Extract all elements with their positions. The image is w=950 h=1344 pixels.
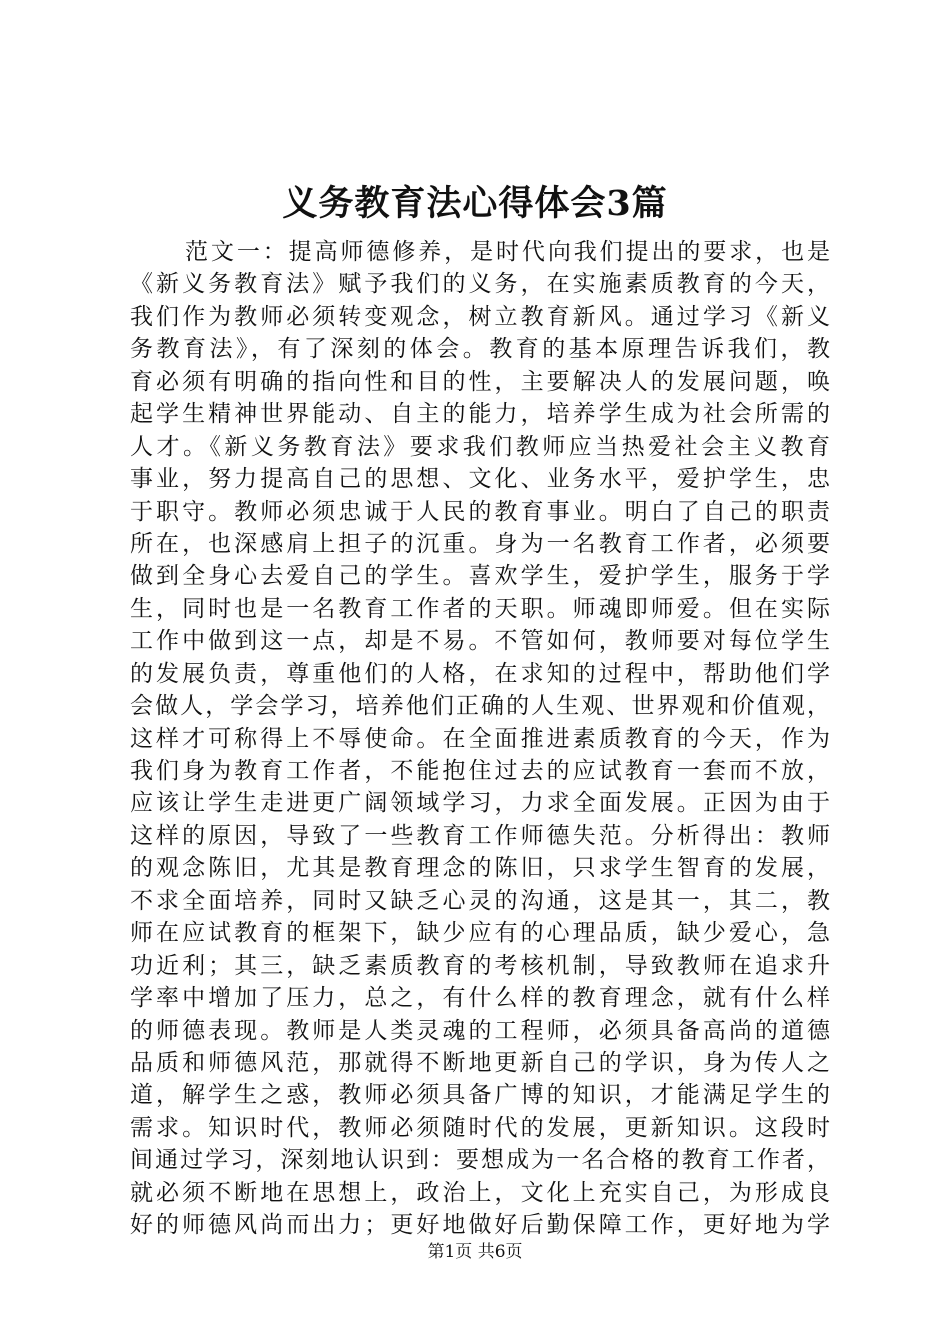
text-line: 的发展负责，尊重他们的人格，在求知的过程中，帮助他们学 bbox=[130, 660, 830, 687]
text-line: 师在应试教育的框架下，缺少应有的心理品质，缺少爱心，急 bbox=[130, 920, 830, 947]
text-line: 不求全面培养，同时又缺乏心灵的沟通，这是其一，其二，教 bbox=[130, 887, 830, 914]
page-footer: 第1页 共6页 bbox=[427, 1242, 523, 1262]
text-line: 间通过学习，深刻地认识到：要想成为一名合格的教育工作者， bbox=[130, 1147, 830, 1174]
text-line: 这样的原因，导致了一些教育工作师德失范。分析得出：教师 bbox=[130, 822, 830, 849]
text-line: 这样才可称得上不辱使命。在全面推进素质教育的今天，作为 bbox=[130, 725, 830, 752]
text-line: 学率中增加了压力，总之，有什么样的教育理念，就有什么样 bbox=[130, 985, 830, 1012]
text-line: 事业，努力提高自己的思想、文化、业务水平，爱护学生，忠 bbox=[130, 466, 830, 493]
text-line: 范文一：提高师德修养，是时代向我们提出的要求，也是 bbox=[185, 239, 830, 265]
text-line: 功近利；其三，缺乏素质教育的考核机制，导致教师在追求升 bbox=[130, 952, 830, 979]
text-line: 于职守。教师必须忠诚于人民的教育事业。明白了自己的职责 bbox=[130, 498, 830, 525]
text-line: 的师德表现。教师是人类灵魂的工程师，必须具备高尚的道德 bbox=[130, 1017, 830, 1044]
body-text bbox=[130, 236, 830, 1242]
text-line: 好的师德风尚而出力；更好地做好后勤保障工作，更好地为学 bbox=[130, 1212, 830, 1239]
text-line: 人才。《新义务教育法》要求我们教师应当热爱社会主义教育 bbox=[130, 433, 830, 460]
text-line: 我们作为教师必须转变观念，树立教育新风。通过学习《新义 bbox=[130, 303, 830, 330]
text-line: 的观念陈旧，尤其是教育理念的陈旧，只求学生智育的发展， bbox=[130, 855, 830, 882]
text-line: 务教育法》，有了深刻的体会。教育的基本原理告诉我们，教 bbox=[130, 336, 830, 363]
text-line: 做到全身心去爱自己的学生。喜欢学生，爱护学生，服务于学 bbox=[130, 563, 830, 590]
text-line: 会做人，学会学习，培养他们正确的人生观、世界观和价值观， bbox=[130, 693, 830, 720]
text-line: 《新义务教育法》赋予我们的义务，在实施素质教育的今天， bbox=[130, 271, 830, 298]
text-line: 起学生精神世界能动、自主的能力，培养学生成为社会所需的 bbox=[130, 401, 830, 428]
text-line: 需求。知识时代，教师必须随时代的发展，更新知识。这段时 bbox=[130, 1114, 830, 1141]
text-line: 所在，也深感肩上担子的沉重。身为一名教育工作者，必须要 bbox=[130, 530, 830, 557]
text-line: 生，同时也是一名教育工作者的天职。师魂即师爱。但在实际 bbox=[130, 595, 830, 622]
text-line: 工作中做到这一点，却是不易。不管如何，教师要对每位学生 bbox=[130, 628, 830, 655]
text-line: 道，解学生之惑，教师必须具备广博的知识，才能满足学生的 bbox=[130, 1082, 830, 1109]
document-title: 义务教育法心得体会3篇 bbox=[282, 183, 668, 224]
text-line: 就必须不断地在思想上，政治上，文化上充实自己，为形成良 bbox=[130, 1179, 830, 1206]
text-line: 育必须有明确的指向性和目的性，主要解决人的发展问题，唤 bbox=[130, 368, 830, 395]
text-line: 应该让学生走进更广阔领域学习，力求全面发展。正因为由于 bbox=[130, 790, 830, 817]
text-line: 品质和师德风范，那就得不断地更新自己的学识，身为传人之 bbox=[130, 1049, 830, 1076]
text-line: 我们身为教育工作者，不能抱住过去的应试教育一套而不放， bbox=[130, 758, 830, 784]
